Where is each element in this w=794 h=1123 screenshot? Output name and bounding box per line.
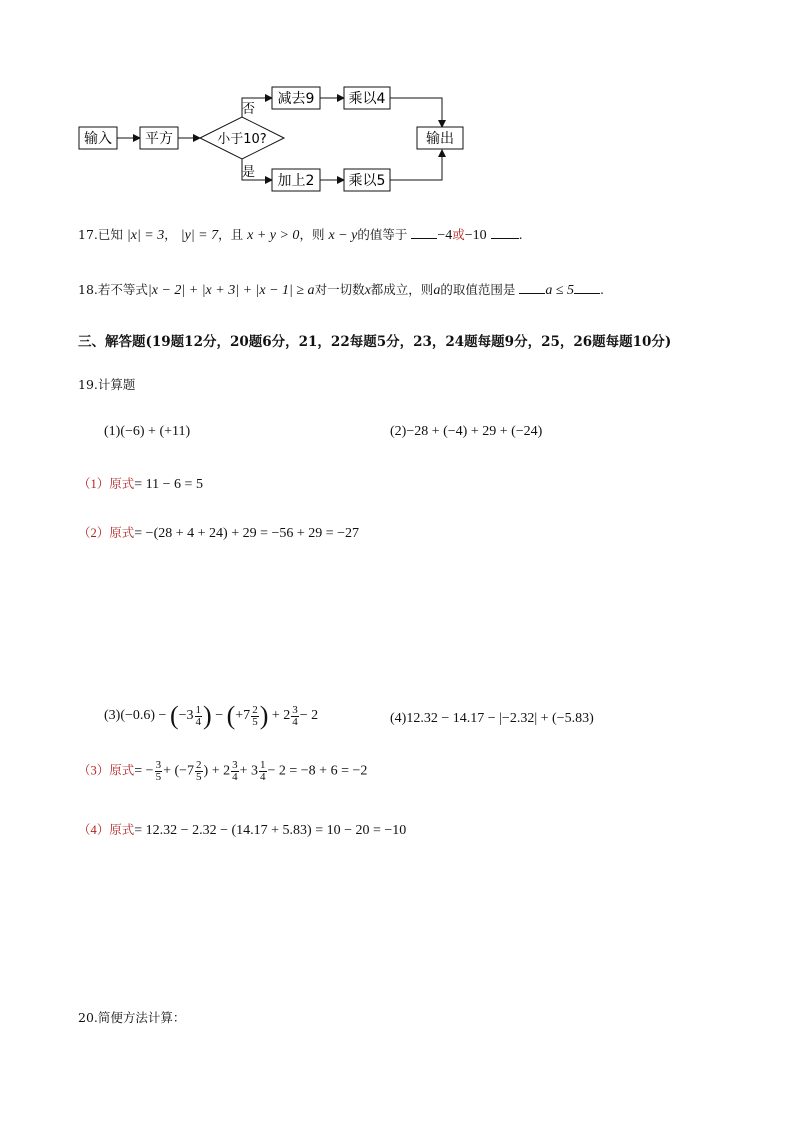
a3-f2-den: 5 [196,771,202,783]
question-18 [78,280,604,299]
p3-part-e: + 2 [271,708,291,724]
a3-f1-den: 5 [155,771,162,783]
q17-blank-right [491,226,519,239]
section-3-heading: 三、解答题(19题12分，20题6分，21，22每题5分，23，24题每题9分，25，26题每题10分) [78,334,672,350]
a3-f2-num: 2 [196,759,202,771]
p3-fraction-2 [251,705,259,728]
q20-title: 20.简便方法计算： [78,1010,186,1025]
q18-text-2: 对一切数 [314,282,365,297]
q18-blank-left [519,281,545,294]
q19-problem-3 [104,703,318,729]
output-label: 输出 [426,131,454,147]
yes-label: 是 [242,165,256,180]
q19-answer-2 [78,523,359,542]
p3-f2-num: 2 [252,703,258,716]
p3-f3-num: 3 [292,703,298,716]
q17-end: . [518,227,523,242]
a4-word: 原式 [109,823,135,837]
p3-f2-den: 5 [252,715,258,728]
q17-abs-x: |x| = 3 [126,228,165,243]
q18-text-1: 若不等式 [97,282,148,297]
a3-f3-den: 4 [232,771,238,783]
q19-title: 19.计算题 [78,377,136,392]
q17-answer-1: −4 [437,228,453,243]
p3-part-c: − [215,708,224,724]
q19-problem-4: (4)12.32 − 14.17 − |−2.32| + (−5.83) [390,711,594,726]
p3-part-b: −3 [178,708,194,724]
q18-inequality: |x − 2| + |x + 3| + |x − 1| ≥ a [147,283,315,298]
q17-sep: ， [164,227,177,242]
a1-label: （1） [78,477,110,491]
p3-fraction-1 [195,705,203,728]
p3-paren-close-1: ) [203,701,212,730]
subtract-label: 减去9 [277,91,315,107]
a3-f4-num: 1 [260,759,266,771]
p3-f1-num: 1 [195,703,202,716]
a3-fraction-1 [155,760,163,783]
a3-f4-den: 4 [260,771,266,783]
a3-part-b: + (−7 [163,763,195,779]
a2-word: 原式 [109,526,135,540]
p3-paren-open-1: ( [169,701,179,730]
a3-word: 原式 [109,763,135,778]
input-label: 输入 [84,131,112,147]
a3-fraction-4 [259,760,267,783]
a3-f3-num: 3 [232,759,238,771]
q18-number: 18. [78,282,98,297]
q17-number: 17. [78,227,98,242]
q19-problem-1: (1)(−6) + (+11) [104,424,191,439]
a2-expression: = −(28 + 4 + 24) + 29 = −56 + 29 = −27 [134,526,360,541]
a3-fraction-2 [195,760,203,783]
flowchart [70,80,470,195]
p3-paren-close-2: ) [259,701,269,730]
arrow-mult5-output [390,150,442,180]
a4-expression: = 12.32 − 2.32 − (14.17 + 5.83) = 10 − 20 = −10 [134,823,407,838]
q17-abs-y: |y| = 7 [180,228,219,243]
q17-answer-2: −10 [464,228,487,243]
q19-problem-2: (2)−28 + (−4) + 29 + (−24) [390,424,543,439]
q17-blank-left [411,226,437,239]
add-label: 加上2 [277,173,315,189]
q18-end: . [600,282,604,297]
q17-condition: x + y > 0 [247,228,300,243]
p3-fraction-3 [291,705,299,728]
a4-label: （4） [78,823,110,837]
mult4-label: 乘以4 [348,91,386,107]
p3-part-a: (−0.6) − [120,708,167,724]
q17-expression: x − y [328,228,358,243]
a3-label: （3） [78,763,110,778]
a3-fraction-3 [231,760,239,783]
a3-part-a: = − [134,763,154,779]
a3-part-d: + 3 [239,763,258,779]
q18-answer: a ≤ 5 [545,283,574,298]
a3-part-e: − 2 = −8 + 6 = −2 [267,763,368,779]
a2-label: （2） [78,526,110,540]
square-label: 平方 [145,131,173,147]
q18-text-3: 都成立，则 [370,282,434,297]
q19-answer-1 [78,474,203,493]
p3-f3-den: 4 [292,715,298,728]
p3-f1-den: 4 [195,715,202,728]
q17-or: 或 [452,227,465,242]
a1-expression: = 11 − 6 = 5 [134,477,203,492]
question-17 [78,225,523,244]
a3-part-c: ) + 2 [203,763,231,779]
q18-var-a: a [433,283,441,298]
no-label: 否 [242,102,256,117]
q17-text-1: 已知 [97,227,123,242]
q18-blank-right [574,281,600,294]
q17-text-4: 的值等于 [357,227,408,242]
q17-text-3: ，则 [299,227,325,242]
p3-label: (3) [104,708,121,724]
p3-part-g: − 2 [299,708,319,724]
a3-f1-num: 3 [155,759,162,771]
mult5-label: 乘以5 [348,173,386,189]
q18-text-4: 的取值范围是 [440,282,516,297]
p3-part-d: +7 [235,708,251,724]
decision-label: 小于10? [217,132,267,147]
arrow-mult4-output [390,98,442,127]
a1-word: 原式 [109,477,135,491]
q19-answer-3 [78,760,367,783]
q18-var-x: x [364,283,371,298]
q17-text-2: ，且 [218,227,244,242]
p3-paren-open-2: ( [226,701,236,730]
q19-answer-4 [78,820,406,839]
